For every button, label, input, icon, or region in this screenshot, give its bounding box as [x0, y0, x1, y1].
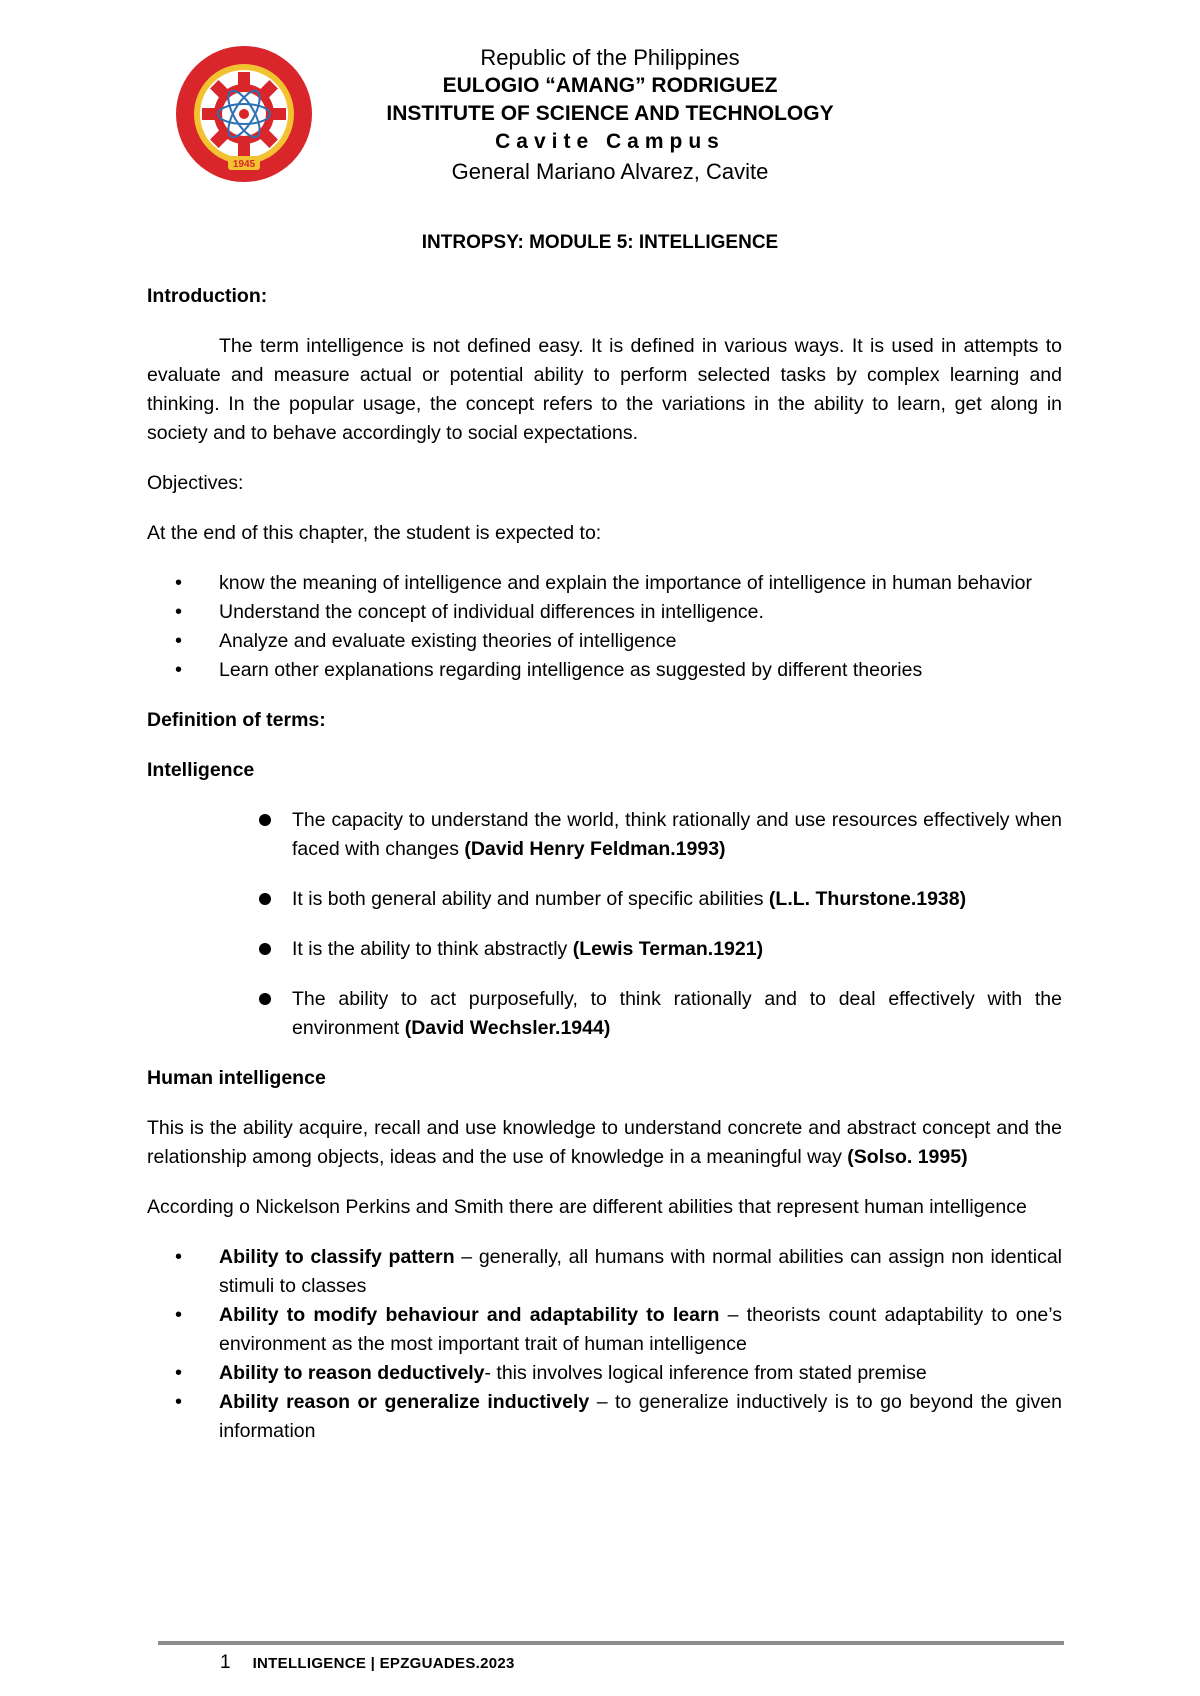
footer-text: INTELLIGENCE | EPZGUADES.2023: [252, 1655, 515, 1672]
list-item: [147, 885, 1062, 914]
list-item: • Understand the concept of individual differences in intelligence.: [147, 598, 1062, 627]
objectives-heading: Objectives:: [147, 472, 244, 494]
ability-description: - this involves logical inference from stated premise: [484, 1362, 927, 1384]
page-number: 1: [220, 1652, 231, 1673]
campus-line: Cavite Campus: [495, 130, 725, 153]
introduction-paragraph: The term intelligence is not defined easy. It is defined in various ways. It is used in attempts to evaluate and measure actual or potential ability to perform selected tasks by complex learning and thinking. In the popular usage, the concept refers to the variations in the ability to learn, get along in society and to behave accordingly to social expectations.: [147, 335, 1062, 444]
definitions-heading: Definition of terms:: [147, 709, 326, 731]
ability-term: Ability to modify behaviour and adaptability to learn: [219, 1304, 720, 1326]
definition-citation: (David Wechsler.1944): [404, 1017, 611, 1039]
module-title: INTROPSY: MODULE 5: INTELLIGENCE: [421, 232, 779, 253]
svg-text:1945: 1945: [232, 159, 256, 170]
objectives-list: [147, 569, 1062, 685]
ability-term: Ability reason or generalize inductively: [219, 1391, 590, 1413]
school-name-line2: INSTITUTE OF SCIENCE AND TECHNOLOGY: [386, 102, 834, 125]
list-item: • Learn other explanations regarding intelligence as suggested by different theories: [147, 656, 1062, 685]
definition-citation: (L.L. Thurstone.1938): [768, 888, 967, 910]
ability-description: – to generalize inductively is to go beyond the given information: [219, 1391, 1062, 1442]
document-body: [147, 282, 1062, 1446]
definition-text: It is the ability to think abstractly: [292, 938, 573, 960]
list-item: • Analyze and evaluate existing theories of intelligence: [147, 627, 1062, 656]
list-item: [147, 1301, 1062, 1359]
location-line: General Mariano Alvarez, Cavite: [451, 159, 769, 184]
footer-rule: [158, 1641, 1064, 1645]
list-item: [147, 1359, 1062, 1388]
definition-citation: (David Henry Feldman.1993): [464, 838, 726, 860]
page-footer: [220, 1652, 515, 1674]
introduction-heading: Introduction:: [147, 285, 268, 307]
human-intelligence-heading: Human intelligence: [147, 1067, 326, 1089]
school-seal-logo: [174, 44, 314, 184]
list-item: [147, 1388, 1062, 1446]
human-intelligence-citation: (Solso. 1995): [847, 1146, 968, 1168]
list-item: [147, 985, 1062, 1043]
human-intelligence-paragraph: [147, 1114, 1062, 1172]
school-name-line1: EULOGIO “AMANG” RODRIGUEZ: [442, 74, 778, 97]
ability-description: – theorists count adaptability to one’s environment as the most important trait of human intelligence: [219, 1304, 1062, 1355]
list-item: [147, 806, 1062, 864]
abilities-list: [147, 1243, 1062, 1446]
definitions-list: [147, 806, 1062, 1043]
definition-text: It is both general ability and number of specific abilities: [292, 888, 769, 910]
list-item: [147, 935, 1062, 964]
list-item: [147, 1243, 1062, 1301]
list-item: • know the meaning of intelligence and explain the importance of intelligence in human behavior: [147, 569, 1062, 598]
objectives-lead: At the end of this chapter, the student is expected to:: [147, 522, 602, 544]
intelligence-heading: Intelligence: [147, 759, 255, 781]
definition-text: The capacity to understand the world, think rationally and use resources effectively when faced with changes: [292, 809, 1062, 860]
definition-text: The ability to act purposefully, to think rationally and to deal effectively with the environment: [292, 988, 1062, 1039]
abilities-lead: According o Nickelson Perkins and Smith there are different abilities that represent human intelligence: [147, 1196, 1027, 1218]
institution-header: [380, 44, 840, 188]
ability-description: – generally, all humans with normal abilities can assign non identical stimuli to classes: [219, 1246, 1062, 1297]
human-intelligence-text: This is the ability acquire, recall and use knowledge to understand concrete and abstract concept and the relationship among objects, ideas and the use of knowledge in a meaningful way: [147, 1117, 1062, 1168]
definition-citation: (Lewis Terman.1921): [572, 938, 764, 960]
ability-term: Ability to reason deductively: [219, 1362, 485, 1384]
ability-term: Ability to classify pattern: [219, 1246, 455, 1268]
republic-line: Republic of the Philippines: [480, 45, 740, 70]
